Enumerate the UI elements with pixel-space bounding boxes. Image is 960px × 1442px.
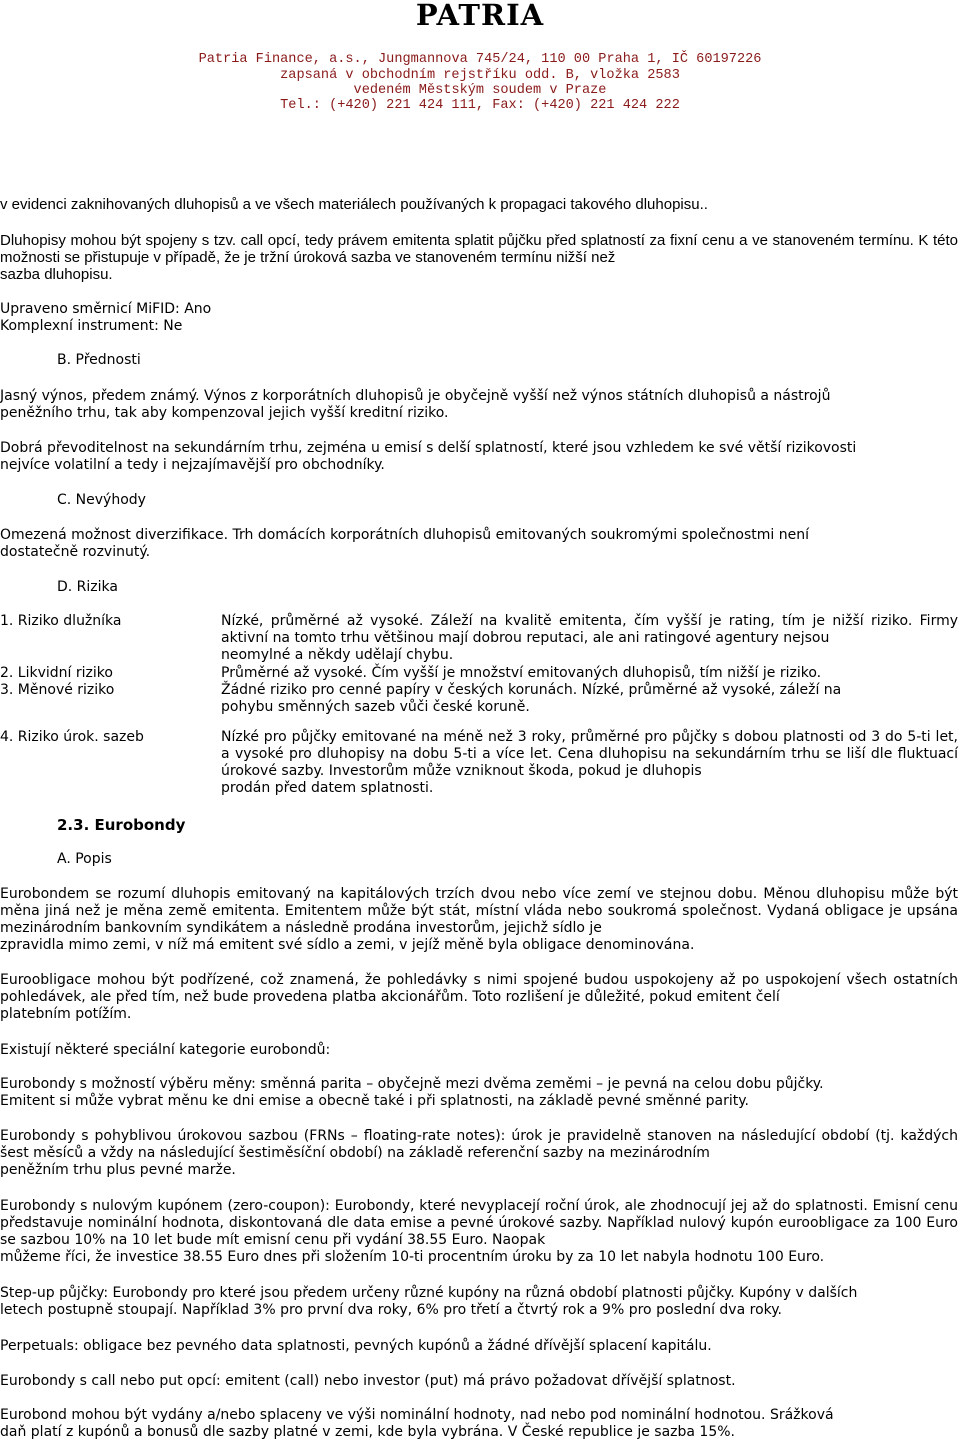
risk-description bbox=[221, 613, 958, 664]
text-line: daň platí z kupónů a bonusů dle sazby platné v zemi, kde byla vybrána. V České republice je sazba 15%. bbox=[0, 1424, 735, 1440]
text-line: může být měna jiná než je měna země emitenta. Emitentem může být stát, místní vláda nebo soukromá společnost. bbox=[0, 886, 958, 919]
eurobond-paragraph-currency bbox=[0, 1076, 958, 1110]
header-line-2: zapsaná v obchodním rejstříku odd. B, vložka 2583 bbox=[280, 68, 680, 83]
section-heading-eurobondy: 2.3. Eurobondy bbox=[57, 816, 186, 834]
text-line: můžeme říci, že investice 38.55 Euro dnes při složením 10-ti procentním úroku by za 10 let nabyla hodnotu 100 Euro. bbox=[0, 1249, 825, 1265]
eurobond-paragraph-frn bbox=[0, 1128, 958, 1179]
section-heading-c: C. Nevýhody bbox=[57, 492, 146, 508]
eurobond-categories-intro: Existují některé speciální kategorie eurobondů: bbox=[0, 1042, 331, 1058]
advantage-paragraph-1 bbox=[0, 388, 958, 422]
mifid-line: Upraveno směrnicí MiFID: Ano bbox=[0, 301, 212, 317]
disadvantage-paragraph bbox=[0, 527, 958, 561]
text-line: Step-up půjčky: Eurobondy pro které jsou předem určeny různé kupóny na různá období platnosti půjčky. Kupóny v dalších bbox=[0, 1285, 858, 1301]
eurobond-paragraph-1 bbox=[0, 886, 958, 954]
section-heading-b: B. Přednosti bbox=[57, 352, 141, 368]
advantage-paragraph-2 bbox=[0, 440, 958, 474]
eurobond-paragraph-zero-coupon bbox=[0, 1198, 958, 1266]
text-line: Omezená možnost diverzifikace. Trh domácích korporátních dluhopisů emitovaných soukromými společnostmi není bbox=[0, 527, 809, 543]
text-line: Firmy aktivní na tomto trhu většinou mají dobrou reputaci, ale ani ratingové agentury nejsou bbox=[221, 613, 958, 646]
text-line: Eurobondy s pohyblivou úrokovou sazbou (FRNs – floating-rate notes): úrok je pravidelně stanoven na následující období bbox=[0, 1128, 870, 1144]
header-line-3: vedeném Městským soudem v Praze bbox=[353, 83, 607, 98]
text-line: nulový kupón euroobligace za 100 Euro se sazbou 10% na 10 let bude mít emisní cenu při vydání 38.55 Euro. Naopak bbox=[0, 1215, 959, 1248]
section-heading-d: D. Rizika bbox=[57, 579, 118, 595]
text-line: zpravidla mimo zemi, v níž má emitent své sídlo a zemi, v jejíž měně byla obligace denominována. bbox=[0, 937, 695, 953]
header-line-1: Patria Finance, a.s., Jungmannova 745/24, 110 00 Praha 1, IČ 60197226 bbox=[198, 52, 762, 67]
text-line: pohybu směnných sazeb vůči české koruně. bbox=[221, 699, 530, 715]
text-line: Nízké pro půjčky emitované na méně než 3 roky, průměrné pro půjčky s dobou platnosti od 3 bbox=[221, 729, 881, 745]
text-line: (tj. každých šest měsíců a vždy na následující šestiměsíční období) na základě referenční sazby na mezinárodním bbox=[0, 1128, 959, 1161]
text-line: Průměrné až vysoké. Čím vyšší je množství emitovaných dluhopisů, tím nižší je riziko. bbox=[221, 665, 822, 681]
text-line: neomylné a někdy udělají chybu. bbox=[221, 647, 454, 663]
text-line: sazba dluhopisu. bbox=[0, 266, 113, 283]
patria-logo: PATRIA bbox=[415, 0, 545, 32]
risk-label: 3. Měnové riziko bbox=[0, 682, 115, 698]
risk-description bbox=[221, 729, 958, 797]
text-line: Jasný výnos, předem známý. Výnos z korporátních dluhopisů je obyčejně vyšší než výnos státních dluhopisů a nástrojů bbox=[0, 388, 831, 404]
risk-label: 2. Likvidní riziko bbox=[0, 665, 113, 681]
eurobond-call-put: Eurobondy s call nebo put opcí: emitent (call) nebo investor (put) má právo požadovat dřívější splatnost. bbox=[0, 1373, 736, 1389]
text-line: do 5-ti let, a vysoké pro dluhopisy na dobu 5-ti a více let. Cena dluhopisu na sekundárním bbox=[221, 729, 958, 762]
text-line: Nízké, průměrné až vysoké. Záleží na kvalitě emitenta, čím vyšší je rating, tím je nižší riziko. bbox=[221, 613, 913, 629]
section-heading-a: A. Popis bbox=[57, 851, 112, 867]
eurobond-perpetuals: Perpetuals: obligace bez pevného data splatnosti, pevných kupónů a žádné dřívější splacení kapitálu. bbox=[0, 1338, 712, 1354]
text-line: Eurobondy s nulovým kupónem (zero-coupon): Eurobondy, které nevyplacejí roční úrok, ale zhodnocují jej až do bbox=[0, 1198, 791, 1214]
text-line: Euroobligace mohou být podřízené, což znamená, že pohledávky s nimi spojené budou uspokojeny až po uspokojení všech bbox=[0, 972, 888, 988]
complex-instrument-line: Komplexní instrument: Ne bbox=[0, 318, 183, 334]
risk-description bbox=[221, 682, 958, 716]
header-line-4: Tel.: (+420) 221 424 111, Fax: (+420) 221 424 222 bbox=[280, 98, 680, 113]
text-line: platebním potížím. bbox=[0, 1006, 132, 1022]
text-line: stanoveném termínu. K této možnosti se přistupuje v případě, že je tržní úroková sazba ve stanoveném termínu nižší než bbox=[0, 232, 959, 266]
text-line: peněžním trhu plus pevné marže. bbox=[0, 1162, 236, 1178]
text-line: peněžního trhu, tak aby kompenzoval jejich vyšší kreditní riziko. bbox=[0, 405, 449, 421]
text-line: ostatních pohledávek, ale před tím, než bude provedena platba akcionářům. Toto rozlišení je důležité, pokud emitent čelí bbox=[0, 972, 959, 1005]
eurobond-paragraph-step-up bbox=[0, 1285, 958, 1319]
text-line: Emitent si může vybrat měnu ke dni emise a obecně také i při splatnosti, na základě pevné směnné parity. bbox=[0, 1093, 750, 1109]
risk-description bbox=[221, 665, 958, 682]
text-line: prodán před datem splatnosti. bbox=[221, 780, 434, 796]
text-line: Eurobond mohou být vydány a/nebo splaceny ve výši nominální hodnoty, nad nebo pod nominální hodnotou. Srážková bbox=[0, 1407, 834, 1423]
text-line: Eurobondem se rozumí dluhopis emitovaný na kapitálových trzích dvou nebo více zemí ve stejnou dobu. Měnou dluhopisu bbox=[0, 886, 885, 902]
eurobond-paragraph-2 bbox=[0, 972, 958, 1023]
text-line: splatnosti. Emisní cenu představuje nominální hodnota, diskontovaná dle data emise a pevné úrokové sazby. Například bbox=[0, 1198, 959, 1231]
text-line: nejvíce volatilní a tedy i nejzajímavější pro obchodníky. bbox=[0, 457, 385, 473]
eurobond-paragraph-tax bbox=[0, 1407, 958, 1441]
text-line: Dluhopisy mohou být spojeny s tzv. call opcí, tedy právem emitenta splatit půjčku před splatností za fixní cenu a ve bbox=[0, 232, 768, 249]
text-line: Žádné riziko pro cenné papíry v českých korunách. Nízké, průměrné až vysoké, záleží na bbox=[221, 682, 842, 698]
text-line: Dobrá převoditelnost na sekundárním trhu, zejména u emisí s delší splatností, které jsou vzhledem ke své větší rizikovosti bbox=[0, 440, 857, 456]
text-line: dostatečně rozvinutý. bbox=[0, 544, 151, 560]
text-line: Eurobondy s možností výběru měny: směnná parita – obyčejně mezi dvěma zeměmi – je pevná na celou dobu půjčky. bbox=[0, 1076, 824, 1092]
risk-label: 4. Riziko úrok. sazeb bbox=[0, 729, 144, 745]
risk-label: 1. Riziko dlužníka bbox=[0, 613, 122, 629]
text-line: trhu se liší dle fluktuací úrokové sazby. Investorům může vzniknout škoda, pokud je dluhopis bbox=[221, 746, 959, 779]
text-line: letech postupně stoupají. Například 3% pro první dva roky, 6% pro třetí a čtvrtý rok a 9% pro poslední dva roky. bbox=[0, 1302, 782, 1318]
intro-paragraph: v evidenci zaknihovaných dluhopisů a ve všech materiálech používaných k propagaci takového dluhopisu.. bbox=[0, 196, 708, 213]
text-line: Vydaná obligace je upsána mezinárodním bankovním syndikátem a následně prodána investorům, jejichž sídlo je bbox=[0, 903, 958, 936]
callable-paragraph bbox=[0, 232, 958, 283]
